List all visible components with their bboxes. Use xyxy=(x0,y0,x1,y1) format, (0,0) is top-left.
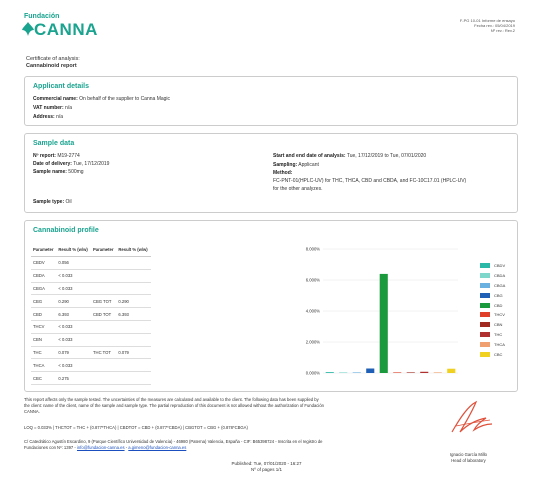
chart-legend xyxy=(480,261,505,359)
email-separator: - xyxy=(125,445,128,450)
table-row xyxy=(31,269,151,282)
legend-label: CBGA xyxy=(494,282,506,288)
certificate-heading xyxy=(26,56,80,69)
legend-label: CBDA xyxy=(494,273,506,279)
y-tick-label: 4.000% xyxy=(305,308,320,314)
legend-swatch xyxy=(480,293,490,298)
report-number-label: Nº report: xyxy=(33,153,56,159)
sample-section xyxy=(24,133,518,213)
loq-formula: LOQ = 0.033% | THCTOT = THC + (0.877*THCA) | CBDTOT = CBD + (0.877*CBDA) | CBGTOT = CBG + (0.878*CBGA) xyxy=(24,425,248,430)
address-line-2 xyxy=(24,445,424,451)
sampling-label: Sampling: xyxy=(273,162,298,168)
result-cell: 0.275 xyxy=(56,372,91,385)
col-result-total: Result % (w/w) xyxy=(116,242,151,257)
signer-name: Ignacio García Millo xyxy=(449,452,487,457)
param-cell: CBDA xyxy=(31,269,56,282)
legend-label: CBG xyxy=(494,292,503,298)
param-cell: CBDV xyxy=(31,257,56,270)
legend-swatch xyxy=(480,312,490,317)
profile-title: Cannabinoid profile xyxy=(33,227,99,234)
legend-item xyxy=(480,300,505,310)
y-tick-label: 6.000% xyxy=(305,277,320,283)
disclaimer-line-2: the client: name of the client, name of the sample and sample type. The partial reproduction of this document is not allowed without the authorization of Fundación xyxy=(24,403,324,408)
cannabinoid-bar-chart xyxy=(283,245,463,377)
y-tick-label: 2.000% xyxy=(305,339,320,345)
result-total-cell xyxy=(116,320,151,333)
param-total-cell: CBD TOT xyxy=(91,308,116,321)
meta-revision-number: Nº rev.: Rev.2 xyxy=(490,28,515,33)
sample-type-label: Sample type: xyxy=(33,199,65,205)
sample-name-label: Sample name: xyxy=(33,169,67,175)
bar-cbc xyxy=(447,369,455,373)
applicant-title: Applicant details xyxy=(33,83,90,90)
method-label-row xyxy=(273,170,292,176)
param-cell: CBG xyxy=(31,295,56,308)
param-cell: THCV xyxy=(31,320,56,333)
param-total-cell xyxy=(91,257,116,270)
vat-label: VAT number: xyxy=(33,105,64,111)
table-row xyxy=(31,346,151,359)
applicant-section xyxy=(24,76,518,126)
commercial-name-label: Commercial name: xyxy=(33,96,78,102)
bar-cbda xyxy=(339,372,347,373)
table-row xyxy=(31,333,151,346)
col-result: Result % (w/w) xyxy=(56,242,91,257)
sampling-row xyxy=(273,162,319,168)
param-total-cell xyxy=(91,372,116,385)
address-row xyxy=(33,114,63,120)
legend-swatch xyxy=(480,273,490,278)
sample-type-row xyxy=(33,199,72,205)
commercial-name-value: On behalf of the supplier to Canna Magic xyxy=(79,96,171,102)
param-total-cell: THC TOT xyxy=(91,346,116,359)
legend-swatch xyxy=(480,322,490,327)
legend-label: THC xyxy=(494,331,503,337)
legend-swatch xyxy=(480,352,490,357)
cannabinoid-table xyxy=(31,242,151,385)
param-total-cell xyxy=(91,269,116,282)
param-cell: CBD xyxy=(31,308,56,321)
report-number-row xyxy=(33,153,80,159)
bar-cbga xyxy=(353,372,361,373)
result-total-cell xyxy=(116,257,151,270)
address-value: n/a xyxy=(56,114,64,120)
vat-row xyxy=(33,105,72,111)
legend-label: CBDV xyxy=(494,263,506,269)
result-cell: 0.290 xyxy=(56,295,91,308)
legend-item xyxy=(480,320,505,330)
certificate-label: Certificate of analysis: xyxy=(26,56,80,62)
bar-cbg xyxy=(366,369,374,373)
legend-item xyxy=(480,330,505,340)
result-cell: < 0.033 xyxy=(56,269,91,282)
signature-image xyxy=(446,398,496,438)
result-cell: 6.393 xyxy=(56,308,91,321)
logo-title: CANNA xyxy=(34,20,98,39)
method-label: Method: xyxy=(273,170,293,176)
published-date: Published: Tue, 07/01/2020 - 16:27 xyxy=(231,461,302,466)
bar-cbdv xyxy=(326,372,334,373)
document-meta xyxy=(460,18,515,33)
y-tick-label: 8.000% xyxy=(305,246,320,252)
legend-label: THCV xyxy=(494,312,505,318)
legend-item xyxy=(480,261,505,271)
contact-email-link[interactable]: a.gimeno@fundacion-canna.es xyxy=(128,445,187,450)
bar-thcv xyxy=(393,372,401,373)
logo-subtitle: Fundación xyxy=(24,13,60,20)
param-cell: CBC xyxy=(31,372,56,385)
legend-item xyxy=(480,281,505,291)
sample-title: Sample data xyxy=(33,140,75,147)
y-tick-label: 0.000% xyxy=(305,370,320,376)
cannabinoid-profile-section xyxy=(24,220,518,392)
param-cell: THCA xyxy=(31,359,56,372)
report-number-value: M19-2774 xyxy=(57,153,80,159)
legend-label: CBC xyxy=(494,351,503,357)
delivery-date-value: Tue, 17/12/2019 xyxy=(73,161,110,167)
param-total-cell xyxy=(91,333,116,346)
sampling-value: Applicant xyxy=(298,162,319,168)
table-row xyxy=(31,359,151,372)
legend-item xyxy=(480,349,505,359)
address-block xyxy=(24,439,424,451)
result-total-cell: 6.393 xyxy=(116,308,151,321)
delivery-date-row xyxy=(33,161,109,167)
param-total-cell xyxy=(91,320,116,333)
table-row xyxy=(31,308,151,321)
meta-revision-date: Fecha rev.: 05/04/2019 xyxy=(474,23,515,28)
result-total-cell xyxy=(116,372,151,385)
param-total-cell: CBG TOT xyxy=(91,295,116,308)
meta-form-code: F-PG 10-01 Informe de ensayo xyxy=(459,18,515,23)
bar-thca xyxy=(434,372,442,373)
legend-swatch xyxy=(480,342,490,347)
bar-cbd xyxy=(380,274,388,373)
param-total-cell xyxy=(91,282,116,295)
result-cell: 0.056 xyxy=(56,257,91,270)
legend-label: THCA xyxy=(494,341,505,347)
address-line-1: C/ Catedrático Agustín Escardino, 9 (Parque Científico Universidad de Valencia) - 46980 (Paterna) Valencia, España - CIF: B65398724 - Inscrita en el registro de xyxy=(24,439,323,444)
col-parameter-total: Parameter xyxy=(91,242,116,257)
result-total-cell xyxy=(116,282,151,295)
sample-name-row xyxy=(33,169,84,175)
analysis-dates-value: Tue, 17/12/2019 to Tue, 07/01/2020 xyxy=(346,153,427,159)
legend-label: CBN xyxy=(494,322,503,328)
method-line-2: for the other analyzes. xyxy=(273,186,323,192)
result-cell: < 0.033 xyxy=(56,320,91,333)
disclaimer-line-3: CANNA. xyxy=(24,409,40,414)
legend-item xyxy=(480,339,505,349)
disclaimer xyxy=(24,397,424,415)
param-cell: CBGA xyxy=(31,282,56,295)
legend-item xyxy=(480,271,505,281)
table-row xyxy=(31,257,151,270)
result-cell: < 0.033 xyxy=(56,282,91,295)
sample-name-value: 500mg xyxy=(68,169,84,175)
result-total-cell: 0.290 xyxy=(116,295,151,308)
result-total-cell xyxy=(116,269,151,282)
table-row xyxy=(31,372,151,385)
result-total-cell xyxy=(116,333,151,346)
foundation-registry: Fundaciones con Nº: 1397 - xyxy=(24,445,76,450)
col-parameter: Parameter xyxy=(31,242,56,257)
legend-swatch xyxy=(480,303,490,308)
param-cell: CBN xyxy=(31,333,56,346)
legend-swatch xyxy=(480,283,490,288)
delivery-date-label: Date of delivery: xyxy=(33,161,72,167)
canna-leaf-icon xyxy=(22,22,34,36)
result-cell: 0.079 xyxy=(56,346,91,359)
param-total-cell xyxy=(91,359,116,372)
result-cell: < 0.033 xyxy=(56,333,91,346)
analysis-dates-row xyxy=(273,153,426,159)
commercial-name-row xyxy=(33,96,170,102)
page-count: Nº of pages 1/1 xyxy=(251,467,282,472)
table-row xyxy=(31,282,151,295)
legend-swatch xyxy=(480,263,490,268)
result-cell: < 0.033 xyxy=(56,359,91,372)
method-line-1: FC-PNT-01(HPLC-UV) for THC, THCA, CBD and CBDA, and FC-10C17.01 (HPLC-UV) xyxy=(273,178,467,184)
legend-item xyxy=(480,290,505,300)
info-email-link[interactable]: info@fundacion-canna.es xyxy=(76,445,125,450)
param-cell: THC xyxy=(31,346,56,359)
analysis-dates-label: Start and end date of analysis: xyxy=(273,153,346,159)
signer-role: Head of laboratory xyxy=(451,458,486,463)
sample-type-value: Oil xyxy=(65,199,72,205)
table-row xyxy=(31,295,151,308)
disclaimer-line-1: This report affects only the sample tested. The uncertainties of the measures are calculated and available to the client. The following data has been supplied by xyxy=(24,397,319,402)
legend-swatch xyxy=(480,332,490,337)
report-type: Cannabinoid report xyxy=(26,62,77,69)
bar-cbn xyxy=(407,372,415,373)
table-row xyxy=(31,320,151,333)
table-header-row xyxy=(31,242,151,257)
address-label: Address: xyxy=(33,114,55,120)
bar-thc xyxy=(420,372,428,373)
publication-info xyxy=(0,461,533,473)
result-total-cell xyxy=(116,359,151,372)
legend-label: CBD xyxy=(494,302,503,308)
legend-item xyxy=(480,310,505,320)
result-total-cell: 0.079 xyxy=(116,346,151,359)
vat-value: n/a xyxy=(65,105,72,111)
